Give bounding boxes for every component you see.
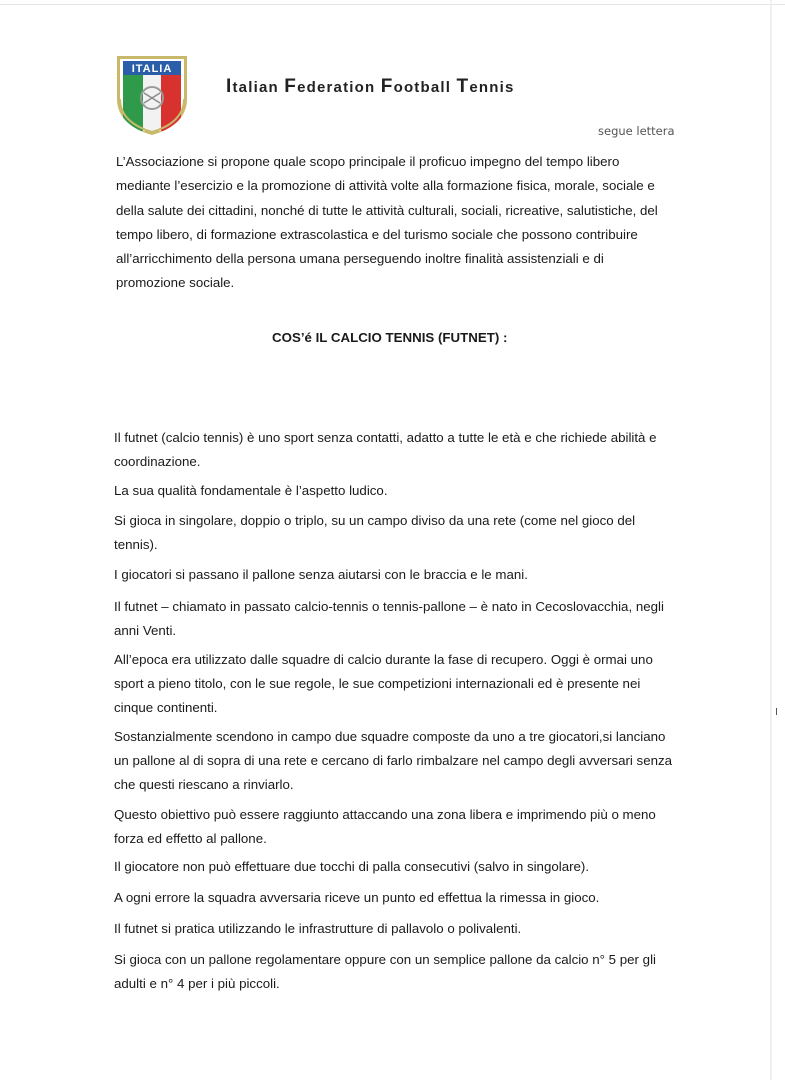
body-paragraph: Il futnet si pratica utilizzando le infrastrutture di pallavolo o polivalenti.	[114, 921, 522, 936]
continuation-note: segue lettera	[598, 124, 675, 138]
section-heading: COS’é IL CALCIO TENNIS (FUTNET) :	[272, 330, 508, 345]
body-paragraph: La sua qualità fondamentale è l’aspetto ludico.	[114, 483, 388, 498]
body-paragraph: Si gioca in singolare, doppio o triplo, su un campo diviso da una rete (come nel gioco del tennis).	[114, 513, 636, 552]
federation-word: Italian	[226, 76, 279, 97]
federation-word: Federation	[284, 76, 376, 97]
body-paragraph: I giocatori si passano il pallone senza aiutarsi con le braccia e le mani.	[114, 567, 528, 582]
body-paragraph: Sostanzialmente scendono in campo due squadre composte da uno a tre giocatori,si lanciano un pallone al di sopra di una rete e cercano di farlo rimbalzare nel campo degli avversari senza che questi riescano a rinviarlo.	[114, 729, 673, 792]
intro-paragraph: L’Associazione si propone quale scopo principale il proficuo impegno del tempo libero mediante l’esercizio e la promozione di attività volte alla formazione fisica, morale, sociale e della salute dei cittadini, nonché di tutte le attività culturali, sociali, ricreative, salutistiche, del tempo libero, di formazione extrascolastica e del turismo sociale che possono contribuire all’arricchimento della persona umana perseguendo inoltre finalità assistenziali e di promozione sociale.	[116, 154, 658, 291]
body-paragraph: Il futnet (calcio tennis) è uno sport senza contatti, adatto a tutte le età e che richiede abilità e coordinazione.	[114, 430, 657, 469]
federation-word: Tennis	[456, 76, 515, 97]
page-edge	[770, 0, 772, 1080]
body-paragraph: All’epoca era utilizzato dalle squadre di calcio durante la fase di recupero. Oggi è ormai uno sport a pieno titolo, con le sue regole, le sue competizioni internazionali ed è presente nei cinque continenti.	[114, 652, 653, 715]
top-rule	[0, 4, 785, 5]
body-paragraph: Si gioca con un pallone regolamentare oppure con un semplice pallone da calcio n° 5 per gli adulti e n° 4 per i più piccoli.	[114, 952, 656, 991]
body-paragraph: Questo obiettivo può essere raggiunto attaccando una zona libera e imprimendo più o meno forza ed effetto al pallone.	[114, 807, 656, 846]
body-paragraph: Il futnet – chiamato in passato calcio-tennis o tennis-pallone – è nato in Cecoslovacchia, negli anni Venti.	[114, 599, 664, 638]
federation-word: Football	[380, 76, 452, 97]
crest-label: ITALIA	[131, 63, 173, 75]
body-paragraph: A ogni errore la squadra avversaria riceve un punto ed effettua la rimessa in gioco.	[114, 890, 600, 905]
scan-mark	[776, 708, 777, 715]
body-paragraph: Il giocatore non può effettuare due tocchi di palla consecutivi (salvo in singolare).	[114, 859, 590, 874]
italia-crest-logo	[114, 53, 190, 137]
federation-name	[226, 76, 515, 98]
